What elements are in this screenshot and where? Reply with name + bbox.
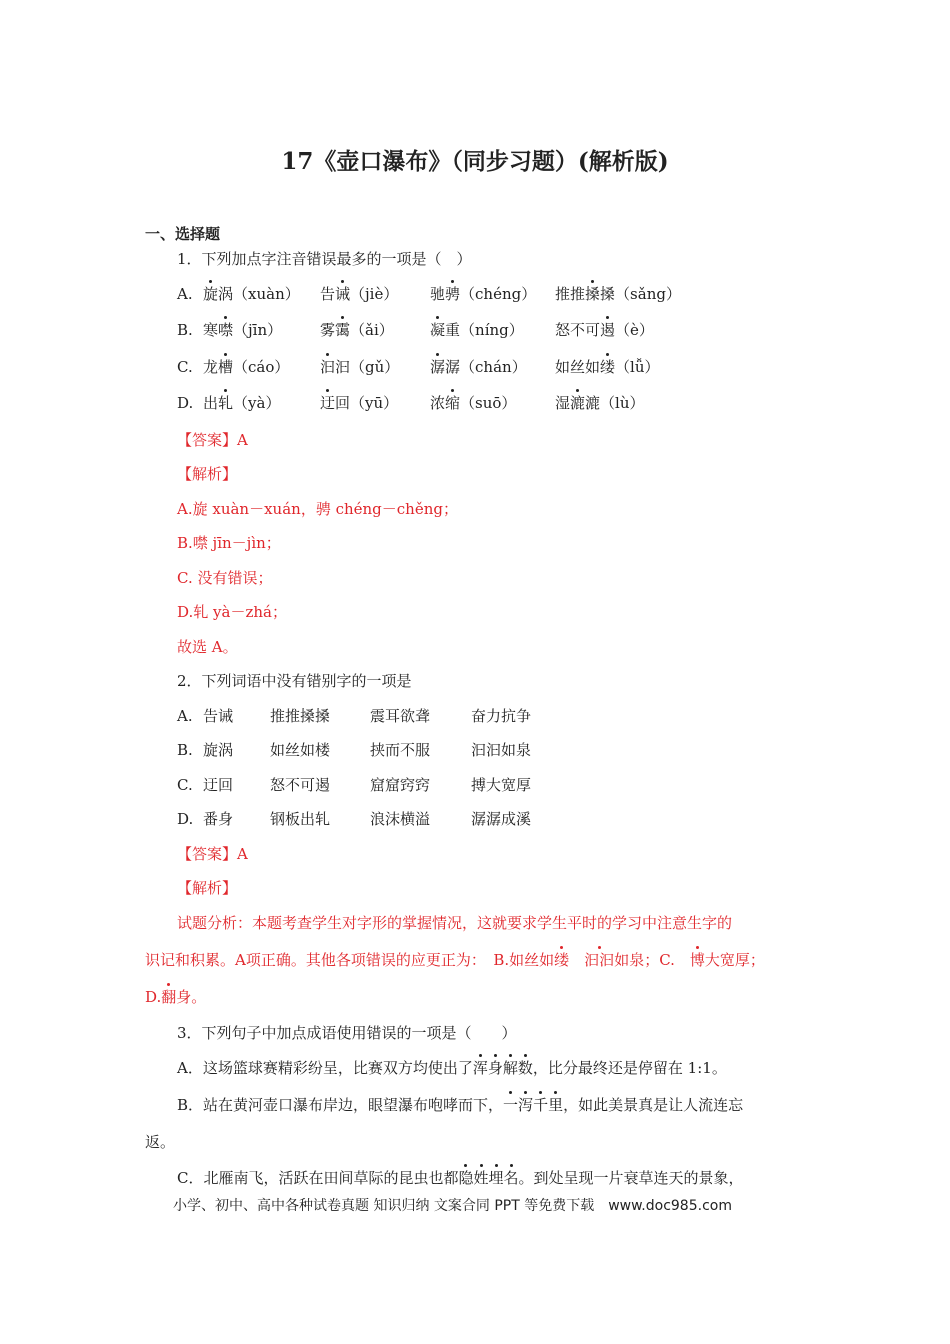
dotted-char: 姓 — [473, 1169, 489, 1187]
dotted-char: 汩汩 — [584, 951, 615, 969]
pinyin: （cáo） — [233, 358, 290, 376]
q1-option-item — [203, 357, 289, 377]
pinyin: （jiè） — [350, 285, 399, 303]
word-part: 寒 — [203, 321, 219, 339]
q1-analysis-line: D.轧 yà－zhá； — [177, 603, 287, 621]
word-part: 怒不可 — [555, 321, 601, 339]
dotted-char: 数 — [517, 1059, 533, 1077]
q2-answer: 【答案】A — [177, 845, 248, 863]
dotted-char: 凝 — [430, 321, 446, 339]
q1-option-item — [430, 393, 516, 413]
q3-option-a — [177, 1058, 727, 1078]
word-part: 龙 — [203, 358, 219, 376]
text: ，如此美景真是让人流连忘 — [563, 1096, 744, 1114]
dotted-char: 解 — [502, 1059, 518, 1077]
q2-option-item: 旋涡 — [203, 741, 234, 759]
q2-option-item: 潺潺成溪 — [471, 810, 532, 828]
word-part: 雾 — [320, 321, 336, 339]
dotted-char: 翻 — [161, 988, 177, 1006]
q1-option-item — [320, 357, 399, 377]
q2-option-item: 迂回 — [203, 776, 234, 794]
pinyin: （xuàn） — [233, 285, 300, 303]
q1-option-item — [555, 393, 645, 413]
dotted-char: 诫 — [335, 285, 351, 303]
q2-analysis-line2 — [145, 950, 765, 970]
q3-stem: 3．下列句子中加点成语使用错误的一项是（ ） — [177, 1024, 517, 1042]
word-part: 潺 — [445, 358, 461, 376]
q2-jiexi: 【解析】 — [177, 879, 238, 897]
word-part: 重 — [445, 321, 461, 339]
q2-option-item: 告诫 — [203, 707, 234, 725]
dotted-char: 泻 — [518, 1096, 534, 1114]
text: 大宽厚； — [704, 951, 765, 969]
q2-option-item: 窟窟窍窍 — [370, 776, 431, 794]
q1-option-item — [203, 393, 280, 413]
dotted-char: 隐 — [458, 1169, 474, 1187]
q3-option-b — [177, 1095, 743, 1115]
pinyin: （lǚ） — [615, 358, 660, 376]
q1-option-label: A. — [177, 285, 193, 303]
text: ，比分最终还是停留在 1:1。 — [532, 1059, 727, 1077]
dotted-char: 名 — [503, 1169, 519, 1187]
dotted-char: 槽 — [218, 358, 234, 376]
q2-analysis-line3 — [145, 987, 206, 1007]
q1-option-label: C. — [177, 358, 193, 376]
dotted-char: 漉 — [570, 394, 586, 412]
word-part: 告 — [320, 285, 336, 303]
dotted-char: 旋 — [203, 285, 219, 303]
q1-option-item — [430, 320, 524, 340]
q2-option-label: B. — [177, 741, 193, 759]
dotted-char: 缕 — [554, 951, 570, 969]
text: 如泉；C. — [614, 951, 690, 969]
q2-option-item: 推推搡搡 — [270, 707, 331, 725]
pinyin: （jīn） — [233, 321, 283, 339]
pinyin: （níng） — [460, 321, 524, 339]
word-part: 汩 — [335, 358, 351, 376]
dotted-char: 身 — [487, 1059, 503, 1077]
q2-option-item: 浪沫横溢 — [370, 810, 431, 828]
pinyin: （lù） — [600, 394, 645, 412]
dotted-idiom — [473, 1059, 533, 1077]
pinyin: （suō） — [460, 394, 517, 412]
dotted-char: 缕 — [600, 358, 616, 376]
text: 。到处呈现一片衰草连天的景象， — [518, 1169, 744, 1187]
pinyin: （ǎi） — [350, 321, 394, 339]
q1-option-item — [320, 393, 398, 413]
dotted-char: 噤 — [218, 321, 234, 339]
word-part: 涡 — [218, 285, 234, 303]
q1-option-item — [203, 284, 300, 304]
word-part: 推推 — [555, 285, 586, 303]
dotted-char: 千 — [533, 1096, 549, 1114]
q2-option-item: 汩汩如泉 — [471, 741, 532, 759]
q1-answer: 【答案】A — [177, 431, 248, 449]
word-part: 搡 — [600, 285, 616, 303]
dotted-idiom — [458, 1169, 518, 1187]
dotted-char: 埋 — [488, 1169, 504, 1187]
q1-option-item — [555, 320, 654, 340]
q2-option-item: 搏大宽厚 — [471, 776, 532, 794]
text: C．北雁南飞，活跃在田间草际的昆虫也都 — [177, 1169, 459, 1187]
q1-option-item — [320, 320, 394, 340]
word-part: 漉 — [585, 394, 601, 412]
text: 身。 — [176, 988, 207, 1006]
word-part: 驰 — [430, 285, 446, 303]
word-part: 浓 — [430, 394, 446, 412]
q1-jiexi: 【解析】 — [177, 465, 238, 483]
pinyin: （è） — [615, 321, 654, 339]
q2-option-item: 钢板出轧 — [270, 810, 331, 828]
q1-option-item — [430, 284, 536, 304]
q1-option-item — [203, 320, 282, 340]
pinyin: （chéng） — [460, 285, 537, 303]
text — [569, 951, 584, 969]
q2-option-item: 挟而不服 — [370, 741, 431, 759]
q1-option-item — [555, 284, 681, 304]
dotted-char: 搡 — [585, 285, 601, 303]
q2-option-item: 如丝如楼 — [270, 741, 331, 759]
pinyin: （yà） — [233, 394, 281, 412]
q1-analysis-line: B.噤 jīn－jìn； — [177, 534, 281, 552]
dotted-char: 博 — [689, 951, 705, 969]
dotted-char: 轧 — [218, 394, 234, 412]
q2-option-label: D. — [177, 810, 194, 828]
q2-option-item: 番身 — [203, 810, 234, 828]
q2-option-item: 怒不可遏 — [270, 776, 331, 794]
q1-option-item — [555, 357, 660, 377]
dotted-char: 骋 — [445, 285, 461, 303]
dotted-char: 汩 — [320, 358, 336, 376]
q2-option-item: 奋力抗争 — [471, 707, 532, 725]
q3-option-c — [177, 1168, 744, 1188]
dotted-char: 一 — [503, 1096, 519, 1114]
dotted-char: 潺 — [430, 358, 446, 376]
dotted-char: 霭 — [335, 321, 351, 339]
q1-option-item — [430, 357, 527, 377]
q1-option-item — [320, 284, 398, 304]
q2-option-item: 震耳欲聋 — [370, 707, 431, 725]
dotted-char: 浑 — [472, 1059, 488, 1077]
q1-analysis-line: C. 没有错误； — [177, 569, 273, 587]
text: 识记和积累。A项正确。其他各项错误的应更正为： B.如丝如 — [145, 951, 555, 969]
text: D. — [145, 988, 162, 1006]
q1-option-label: B. — [177, 321, 193, 339]
pinyin: （gǔ） — [350, 358, 400, 376]
q2-analysis-line1: 试题分析：本题考查学生对字形的掌握情况，这就要求学生平时的学习中注意生字的 — [177, 914, 733, 932]
dotted-char: 遏 — [600, 321, 616, 339]
pinyin: （yū） — [350, 394, 399, 412]
q2-option-label: A. — [177, 707, 193, 725]
q1-stem: 1．下列加点字注音错误最多的一项是（ ） — [177, 250, 472, 268]
dotted-char: 迂 — [320, 394, 336, 412]
word-part: 出 — [203, 394, 219, 412]
page-title: 17《壶口瀑布》（同步习题）(解析版) — [281, 148, 669, 175]
dotted-char: 里 — [548, 1096, 564, 1114]
dotted-char: 缩 — [445, 394, 461, 412]
pinyin: （sǎng） — [615, 285, 681, 303]
q1-analysis-line: A.旋 xuàn－xuán，骋 chéng－chěng； — [177, 500, 458, 518]
q1-analysis-line: 故选 A。 — [177, 638, 238, 656]
footer-ad: 小学、初中、高中各种试卷真题 知识归纳 文案合同 PPT 等免费下载 www.doc985.com — [173, 1198, 732, 1214]
q3-option-b-cont: 返。 — [145, 1133, 176, 1151]
q2-option-label: C. — [177, 776, 193, 794]
word-part: 如丝如 — [555, 358, 601, 376]
text: B．站在黄河壶口瀑布岸边，眼望瀑布咆哮而下， — [177, 1096, 504, 1114]
text: A．这场篮球赛精彩纷呈，比赛双方均使出了 — [177, 1059, 473, 1077]
word-part: 湿 — [555, 394, 571, 412]
word-part: 回 — [335, 394, 351, 412]
section-heading: 一、选择题 — [145, 225, 221, 243]
q1-option-label: D. — [177, 394, 194, 412]
dotted-idiom — [503, 1096, 563, 1114]
q2-stem: 2．下列词语中没有错别字的一项是 — [177, 672, 412, 690]
pinyin: （chán） — [460, 358, 527, 376]
